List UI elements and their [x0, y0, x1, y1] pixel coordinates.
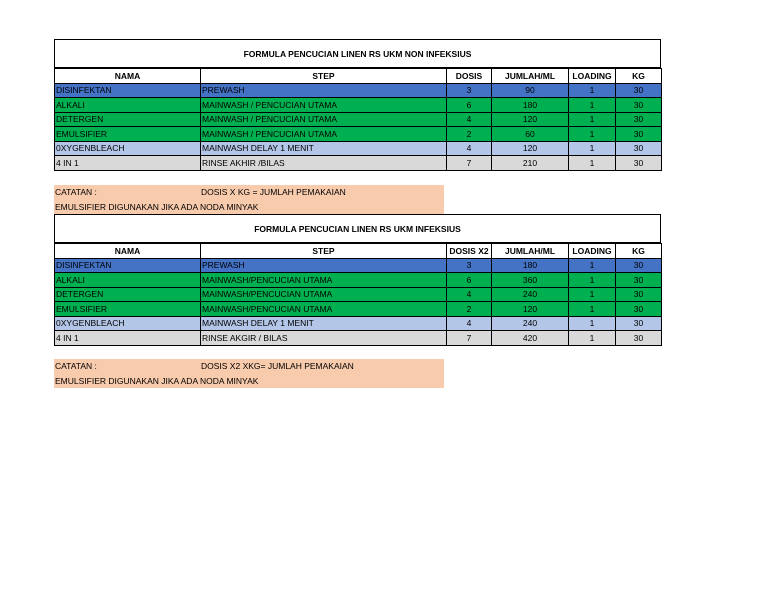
note-text: EMULSIFIER DIGUNAKAN JIKA ADA NODA MINYAK	[55, 375, 259, 386]
cell-jumlah: 210	[492, 156, 569, 171]
col-header-loading: LOADING	[569, 69, 616, 84]
note-label: CATATAN :	[55, 187, 97, 198]
table-infeksius	[54, 214, 661, 346]
cell-loading: 1	[569, 83, 616, 98]
header-row	[55, 244, 662, 259]
cell-jumlah: 60	[492, 127, 569, 142]
cell-step: MAINWASH/PENCUCIAN UTAMA	[201, 287, 447, 302]
cell-loading: 1	[569, 141, 616, 156]
cell-jumlah: 240	[492, 287, 569, 302]
table-row	[55, 98, 662, 113]
cell-kg: 30	[616, 98, 662, 113]
cell-jumlah: 240	[492, 316, 569, 331]
cell-nama: EMULSIFIER	[55, 127, 201, 142]
header-row	[55, 69, 662, 84]
cell-step: MAINWASH / PENCUCIAN UTAMA	[201, 112, 447, 127]
cell-kg: 30	[616, 127, 662, 142]
cell-jumlah: 90	[492, 83, 569, 98]
cell-nama: DETERGEN	[55, 112, 201, 127]
col-header-nama: NAMA	[55, 244, 201, 259]
cell-nama: 0XYGENBLEACH	[55, 316, 201, 331]
cell-step: RINSE AKHIR /BILAS	[201, 156, 447, 171]
note-line	[54, 200, 444, 215]
cell-dosis: 6	[447, 273, 492, 288]
note-box	[54, 185, 444, 214]
note-box	[54, 359, 444, 388]
cell-loading: 1	[569, 316, 616, 331]
cell-step: RINSE AKGIR / BILAS	[201, 331, 447, 346]
cell-dosis: 2	[447, 127, 492, 142]
table-row	[55, 273, 662, 288]
table-row	[55, 331, 662, 346]
cell-step: MAINWASH/PENCUCIAN UTAMA	[201, 302, 447, 317]
cell-dosis: 4	[447, 141, 492, 156]
cell-step: PREWASH	[201, 258, 447, 273]
cell-kg: 30	[616, 273, 662, 288]
note-text: EMULSIFIER DIGUNAKAN JIKA ADA NODA MINYAK	[55, 201, 259, 212]
cell-kg: 30	[616, 112, 662, 127]
table-row	[55, 83, 662, 98]
cell-dosis: 7	[447, 331, 492, 346]
cell-step: MAINWASH DELAY 1 MENIT	[201, 141, 447, 156]
cell-nama: EMULSIFIER	[55, 302, 201, 317]
cell-dosis: 3	[447, 83, 492, 98]
table-title: FORMULA PENCUCIAN LINEN RS UKM INFEKSIUS	[54, 214, 661, 243]
cell-jumlah: 360	[492, 273, 569, 288]
cell-step: MAINWASH DELAY 1 MENIT	[201, 316, 447, 331]
cell-dosis: 2	[447, 302, 492, 317]
cell-dosis: 6	[447, 98, 492, 113]
formula-table	[54, 68, 662, 171]
cell-nama: ALKALI	[55, 273, 201, 288]
table-row	[55, 127, 662, 142]
cell-nama: 4 IN 1	[55, 331, 201, 346]
note-formula: DOSIS X2 XKG= JUMLAH PEMAKAIAN	[201, 361, 354, 372]
table-row	[55, 302, 662, 317]
cell-loading: 1	[569, 273, 616, 288]
col-header-jumlah: JUMLAH/ML	[492, 69, 569, 84]
col-header-kg: KG	[616, 244, 662, 259]
cell-loading: 1	[569, 302, 616, 317]
cell-kg: 30	[616, 156, 662, 171]
cell-jumlah: 420	[492, 331, 569, 346]
col-header-dosis: DOSIS	[447, 69, 492, 84]
cell-dosis: 3	[447, 258, 492, 273]
note-line	[54, 359, 444, 374]
table-row	[55, 258, 662, 273]
table-row	[55, 316, 662, 331]
table-row	[55, 287, 662, 302]
cell-kg: 30	[616, 141, 662, 156]
cell-nama: 0XYGENBLEACH	[55, 141, 201, 156]
cell-nama: ALKALI	[55, 98, 201, 113]
cell-kg: 30	[616, 316, 662, 331]
cell-dosis: 4	[447, 112, 492, 127]
table-title: FORMULA PENCUCIAN LINEN RS UKM NON INFEKSIUS	[54, 39, 661, 68]
cell-step: MAINWASH/PENCUCIAN UTAMA	[201, 273, 447, 288]
table-row	[55, 112, 662, 127]
col-header-dosis: DOSIS X2	[447, 244, 492, 259]
cell-loading: 1	[569, 98, 616, 113]
cell-loading: 1	[569, 112, 616, 127]
cell-dosis: 4	[447, 316, 492, 331]
table-non-infeksius	[54, 39, 661, 171]
cell-loading: 1	[569, 258, 616, 273]
cell-nama: DISINFEKTAN	[55, 258, 201, 273]
cell-nama: 4 IN 1	[55, 156, 201, 171]
cell-kg: 30	[616, 331, 662, 346]
note-line	[54, 374, 444, 389]
note-formula: DOSIS X KG = JUMLAH PEMAKAIAN	[201, 187, 346, 198]
cell-kg: 30	[616, 83, 662, 98]
cell-jumlah: 180	[492, 258, 569, 273]
col-header-nama: NAMA	[55, 69, 201, 84]
note-label: CATATAN :	[55, 361, 97, 372]
formula-table	[54, 243, 662, 346]
cell-kg: 30	[616, 258, 662, 273]
cell-loading: 1	[569, 127, 616, 142]
cell-nama: DISINFEKTAN	[55, 83, 201, 98]
cell-jumlah: 120	[492, 112, 569, 127]
cell-jumlah: 120	[492, 302, 569, 317]
cell-kg: 30	[616, 287, 662, 302]
col-header-loading: LOADING	[569, 244, 616, 259]
cell-kg: 30	[616, 302, 662, 317]
cell-step: PREWASH	[201, 83, 447, 98]
cell-step: MAINWASH / PENCUCIAN UTAMA	[201, 127, 447, 142]
table-row	[55, 141, 662, 156]
col-header-kg: KG	[616, 69, 662, 84]
note-line	[54, 185, 444, 200]
cell-loading: 1	[569, 156, 616, 171]
cell-jumlah: 180	[492, 98, 569, 113]
col-header-step: STEP	[201, 69, 447, 84]
cell-dosis: 4	[447, 287, 492, 302]
col-header-step: STEP	[201, 244, 447, 259]
cell-dosis: 7	[447, 156, 492, 171]
table-row	[55, 156, 662, 171]
col-header-jumlah: JUMLAH/ML	[492, 244, 569, 259]
cell-nama: DETERGEN	[55, 287, 201, 302]
cell-step: MAINWASH / PENCUCIAN UTAMA	[201, 98, 447, 113]
cell-loading: 1	[569, 287, 616, 302]
cell-loading: 1	[569, 331, 616, 346]
cell-jumlah: 120	[492, 141, 569, 156]
